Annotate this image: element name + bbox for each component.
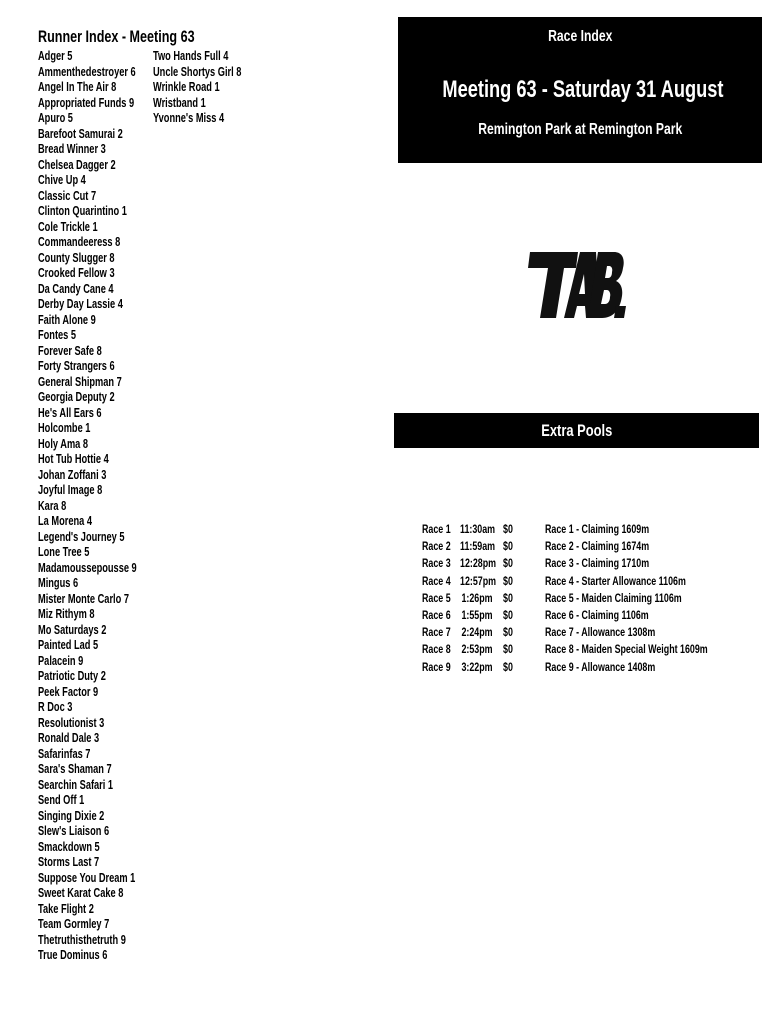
race-pool: $0	[503, 573, 513, 588]
runner-entry: He's All Ears 6	[38, 405, 102, 420]
runner-entry: Mingus 6	[38, 576, 79, 590]
runner-entry: Joyful Image 8	[38, 483, 103, 497]
race-time	[460, 521, 496, 538]
race-number: Race 4	[422, 573, 451, 588]
runner-entry: Team Gormley 7	[38, 917, 110, 931]
race-number: Race 8	[422, 642, 451, 657]
race-description: Race 2 - Claiming 1674m	[545, 539, 650, 554]
extra-pools-label: Extra Pools	[540, 421, 613, 440]
race-description: Race 4 - Starter Allowance 1106m	[545, 573, 686, 588]
race-description: Race 3 - Claiming 1710m	[545, 556, 650, 571]
race-time	[460, 555, 497, 572]
runner-entry: Sara's Shaman 7	[38, 762, 112, 776]
race-number: Race 1	[422, 522, 451, 536]
race-description: Race 1 - Claiming 1609m	[545, 522, 650, 536]
runner-entry: Kara 8	[38, 498, 67, 513]
race-time	[460, 624, 493, 641]
runner-entry: Derby Day Lassie 4	[38, 297, 123, 311]
runner-entry: Faith Alone 9	[38, 312, 96, 327]
race-pool: $0	[503, 590, 513, 605]
runner-index-title: Runner Index - Meeting 63	[38, 27, 195, 46]
race-number: Race 7	[422, 625, 451, 640]
runner-entry: County Slugger 8	[38, 250, 115, 265]
tab-logo-lettering	[528, 252, 626, 318]
race-time-value: 3:22pm	[461, 659, 493, 674]
runner-entry: Suppose You Dream 1	[38, 870, 136, 885]
race-time-value: 2:53pm	[461, 642, 493, 657]
runner-entry: Wristband 1	[153, 95, 206, 110]
race-time-value: 12:28pm	[460, 556, 497, 571]
race-pool: $0	[503, 642, 513, 657]
race-description: Race 7 - Allowance 1308m	[545, 625, 656, 640]
race-time-value: 12:57pm	[460, 573, 497, 588]
runner-entry: Ammenthedestroyer 6	[38, 64, 136, 79]
tab-logo	[528, 246, 628, 324]
runner-entry: Resolutionist 3	[38, 715, 105, 730]
race-pool: $0	[503, 625, 513, 640]
race-time	[460, 573, 497, 590]
runner-entry: Chelsea Dagger 2	[38, 157, 116, 172]
runner-entry: Yvonne's Miss 4	[153, 111, 225, 125]
race-time	[460, 590, 493, 607]
runner-entry: Adger 5	[38, 49, 73, 63]
race-pool: $0	[503, 539, 513, 554]
runner-entry: Mo Saturdays 2	[38, 622, 107, 637]
race-description: Race 5 - Maiden Claiming 1106m	[545, 590, 682, 605]
meeting-title-text: Meeting 63 - Saturday 31 August	[442, 76, 724, 103]
race-time-value: 1:55pm	[461, 607, 493, 622]
runner-entry: Johan Zoffani 3	[38, 467, 107, 482]
runner-entry: Forty Strangers 6	[38, 359, 115, 373]
runner-list-column-2	[153, 49, 272, 127]
runner-entry: Sweet Karat Cake 8	[38, 886, 124, 900]
runner-entry: Fontes 5	[38, 328, 77, 342]
race-number: Race 2	[422, 539, 451, 554]
runner-entry: Miz Rithym 8	[38, 607, 95, 621]
runner-entry: Thetruthisthetruth 9	[38, 932, 126, 947]
meeting-title	[398, 75, 762, 105]
race-description: Race 8 - Maiden Special Weight 1609m	[545, 642, 708, 657]
race-time	[460, 607, 493, 624]
race-time-value: 11:59am	[460, 539, 496, 554]
race-time-value: 11:30am	[460, 522, 496, 536]
race-pool: $0	[503, 659, 513, 674]
runner-entry: Bread Winner 3	[38, 142, 106, 156]
race-number: Race 9	[422, 659, 451, 674]
runner-entry: Georgia Deputy 2	[38, 390, 115, 404]
runner-entry: Chive Up 4	[38, 173, 86, 187]
runner-entry: Cole Trickle 1	[38, 219, 98, 234]
runner-entry: Storms Last 7	[38, 855, 100, 869]
race-time	[460, 641, 493, 658]
runner-entry: Patriotic Duty 2	[38, 669, 106, 683]
runner-entry: Slew's Liaison 6	[38, 824, 110, 838]
runner-entry: Apuro 5	[38, 111, 73, 125]
runner-entry: Lone Tree 5	[38, 545, 90, 559]
runner-entry: Wrinkle Road 1	[153, 80, 220, 94]
header-label-text: Race Index	[547, 28, 613, 45]
runner-entry: Crooked Fellow 3	[38, 266, 115, 280]
runner-entry: General Shipman 7	[38, 374, 122, 389]
race-pool: $0	[503, 522, 513, 536]
runner-entry: Take Flight 2	[38, 901, 94, 916]
extra-pools-banner	[394, 413, 759, 448]
race-time	[460, 538, 496, 555]
race-pool: $0	[503, 607, 513, 622]
runner-entry: Send Off 1	[38, 793, 85, 807]
runner-entry: Singing Dixie 2	[38, 808, 105, 823]
runner-entry: Peek Factor 9	[38, 684, 99, 699]
runner-entry: Legend's Journey 5	[38, 529, 125, 544]
runner-entry: Two Hands Full 4	[153, 49, 229, 63]
runner-entry: Classic Cut 7	[38, 188, 97, 203]
runner-entry: Searchin Safari 1	[38, 777, 114, 792]
runner-entry: R Doc 3	[38, 700, 73, 714]
runner-entry: Appropriated Funds 9	[38, 95, 135, 110]
runner-entry: Uncle Shortys Girl 8	[153, 64, 242, 79]
race-number: Race 3	[422, 556, 451, 571]
runner-entry: Holy Ama 8	[38, 436, 89, 451]
race-number: Race 5	[422, 590, 451, 605]
runner-entry: Madamoussepousse 9	[38, 560, 137, 575]
runner-entry: Angel In The Air 8	[38, 80, 117, 94]
runner-entry: Commandeeress 8	[38, 235, 121, 249]
runner-list-column-1	[38, 49, 171, 964]
runner-entry: Painted Lad 5	[38, 638, 99, 652]
runner-entry: Holcombe 1	[38, 421, 91, 435]
runner-entry: Mister Monte Carlo 7	[38, 591, 129, 606]
race-time-value: 2:24pm	[461, 625, 493, 640]
race-time-value: 1:26pm	[461, 590, 493, 605]
runner-entry: True Dominus 6	[38, 948, 108, 962]
race-time	[460, 659, 493, 676]
race-pool: $0	[503, 556, 513, 571]
race-description: Race 6 - Claiming 1106m	[545, 607, 649, 622]
runner-entry: Ronald Dale 3	[38, 731, 100, 745]
runner-entry: La Morena 4	[38, 514, 92, 528]
race-number: Race 6	[422, 607, 451, 622]
runner-entry: Palacein 9	[38, 653, 84, 668]
header-label	[398, 27, 762, 47]
race-description: Race 9 - Allowance 1408m	[545, 659, 656, 674]
runner-entry: Smackdown 5	[38, 839, 100, 854]
venue-text: Remington Park at Remington Park	[477, 121, 683, 138]
runner-entry: Clinton Quarintino 1	[38, 204, 127, 218]
runner-entry: Barefoot Samurai 2	[38, 126, 123, 141]
runner-entry: Safarinfas 7	[38, 746, 91, 761]
race-index-header	[398, 17, 762, 163]
runner-entry: Forever Safe 8	[38, 343, 102, 358]
runner-entry: Hot Tub Hottie 4	[38, 452, 109, 466]
venue	[398, 120, 762, 140]
runner-entry: Da Candy Cane 4	[38, 281, 114, 296]
